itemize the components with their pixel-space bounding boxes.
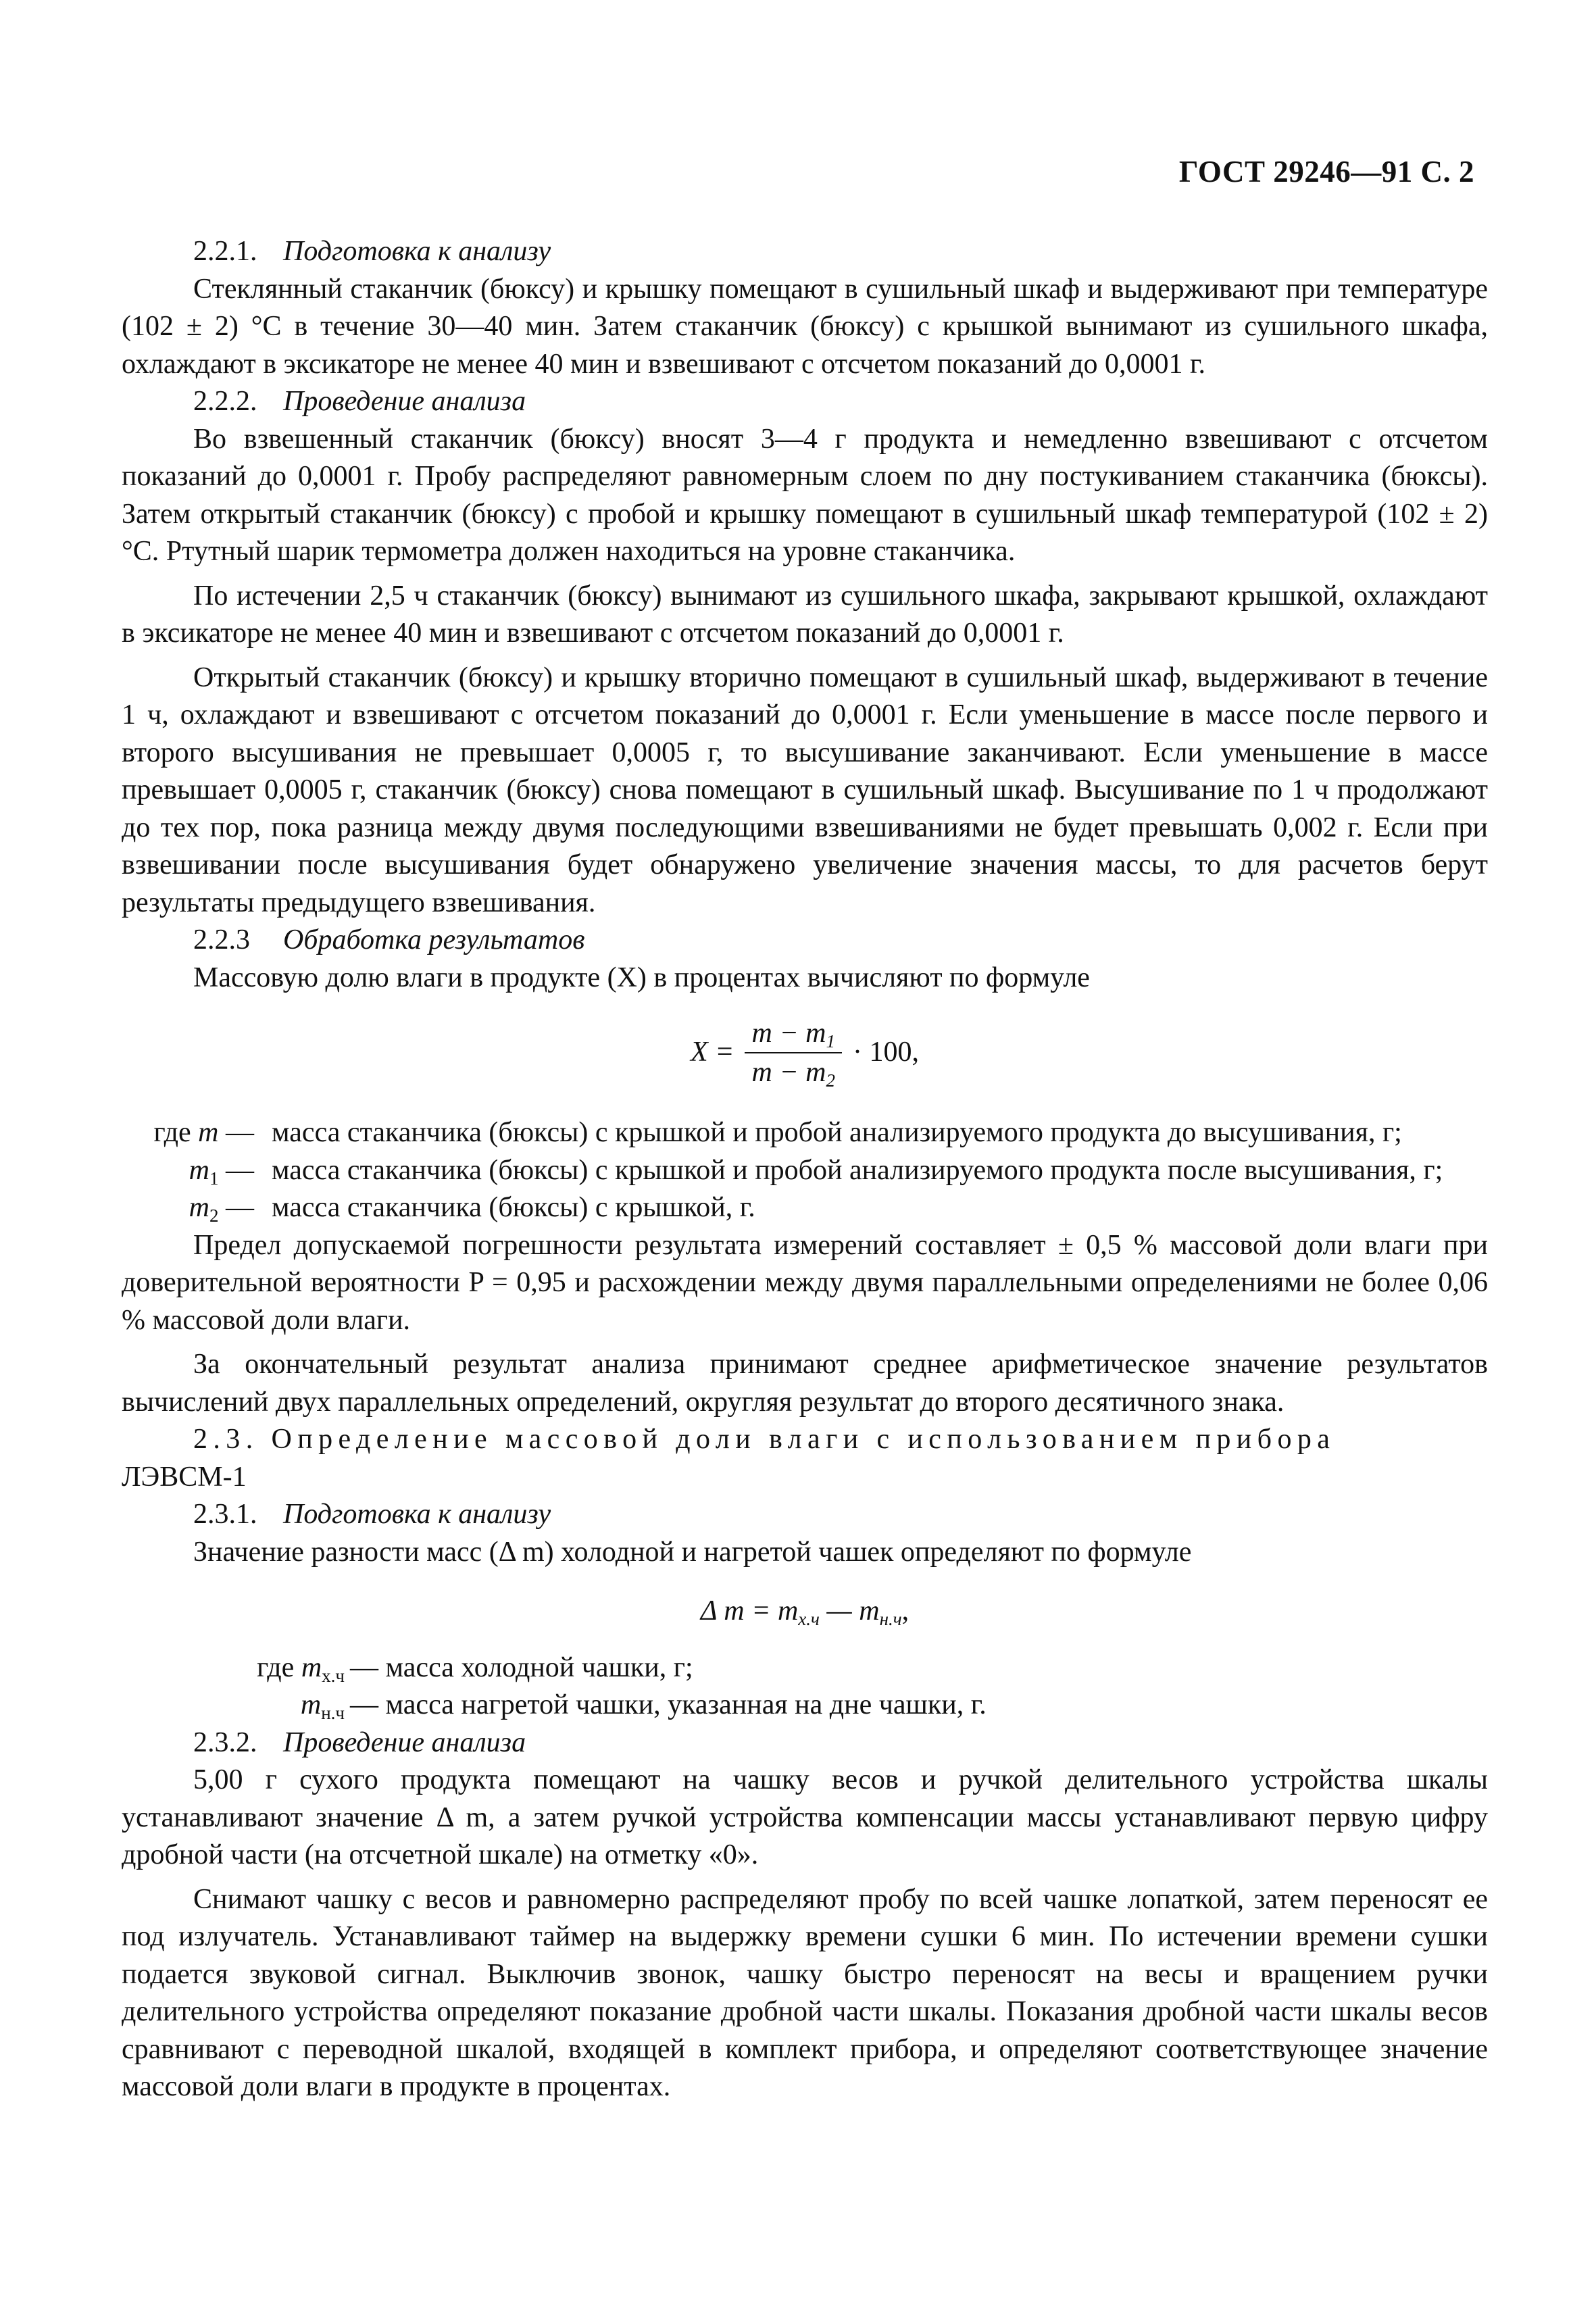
- paragraph-mass-difference: Значение разности масс (Δ m) холодной и нагретой чашек определяют по формуле: [193, 1536, 1192, 1568]
- moisture-formula: [122, 1017, 1488, 1089]
- mass-difference-formula: Δ $m = m_{х.ч}$ — $m_{н.ч}$,: [700, 1595, 909, 1629]
- section-2-2-2-heading: [122, 383, 1488, 421]
- formula-legend-2: [122, 1649, 1488, 1724]
- formula-denominator: $m - m_2$: [751, 1057, 835, 1091]
- formula-numerator: $m - m_1$: [745, 1017, 842, 1053]
- formula-lhs: X =: [690, 1037, 734, 1068]
- document-body: [122, 233, 1488, 2106]
- section-2-3-2-heading: [122, 1724, 1488, 1762]
- section-title: Подготовка к анализу: [283, 1499, 551, 1530]
- legend-row: где m — масса стаканчика (бюксы) с крышкой и пробой анализируемого продукта до высушивания, г;: [153, 1117, 1402, 1148]
- section-number: 2.3.2.: [193, 1726, 257, 1758]
- section-number: 2.3.: [193, 1424, 259, 1455]
- formula-legend: [122, 1114, 1488, 1227]
- paragraph-formula-intro: Массовую долю влаги в продукте (X) в процентах вычисляют по формуле: [193, 962, 1090, 993]
- paragraph-preparation: Стеклянный стаканчик (бюксу) и крышку помещают в сушильный шкаф и выдерживают при температуре (102 ± 2) °С в течение 30—40 мин. Затем стаканчик (бюксу) с крышкой вынимают из сушильного шкафа, охлаждают в эксикаторе не менее 40 мин и взвешивают с отсчетом показаний до 0,0001 г.: [122, 273, 1488, 380]
- paragraph-procedure-continued: Снимают чашку с весов и равномерно распределяют пробу по всей чашке лопаткой, затем переносят ее под излучатель. Устанавливают таймер на выдержку времени сушки 6 мин. По истечении времени сушки подается звуковой сигнал. Выключив звонок, чашку быстро переносят на весы и вращением ручки делительного устройства определяют показание дробной части шкалы. Показания дробной части шкалы весов сравнивают с переводной шкалой, входящей в комплект прибора, и определяют соответствующее значение массовой доли влаги в продукте в процентах.: [122, 1883, 1488, 2102]
- section-2-2-3-heading: [122, 922, 1488, 960]
- legend-row: $m_{н.ч}$ — масса нагретой чашки, указанная на дне чашки, г.: [300, 1689, 987, 1723]
- paragraph-final-result: За окончательный результат анализа принимают среднее арифметическое значение результатов вычислений двух параллельных определений, округляя результат до второго десятичного знака.: [122, 1349, 1488, 1418]
- formula-tail: · 100,: [853, 1037, 919, 1068]
- section-title: Проведение анализа: [283, 1726, 526, 1758]
- section-2-3-heading-cont: ЛЭВСМ-1: [122, 1461, 247, 1493]
- page-header: ГОСТ 29246—91 С. 2: [1178, 155, 1474, 189]
- section-number: 2.2.2.: [193, 386, 257, 417]
- section-title: Определение массовой доли влаги с использованием прибора: [271, 1424, 1336, 1455]
- section-2-2-1-heading: [122, 233, 1488, 271]
- section-2-3-heading: [122, 1421, 1488, 1459]
- paragraph-drying-first: По истечении 2,5 ч стаканчик (бюксу) вынимают из сушильного шкафа, закрывают крышкой, охлаждают в эксикаторе не менее 40 мин и взвешивают с отсчетом показаний до 0,0001 г.: [122, 580, 1488, 649]
- section-title: Проведение анализа: [283, 386, 526, 417]
- paragraph-analysis: Во взвешенный стаканчик (бюксу) вносят 3—4 г продукта и немедленно взвешивают с отсчетом показаний до 0,0001 г. Пробу распределяют равномерным слоем по дну постукиванием стаканчика (бюксы). Затем открытый стаканчик (бюксу) с пробой и крышку помещают в сушильный шкаф температурой (102 ± 2) °С. Ртутный шарик термометра должен находиться на уровне стаканчика.: [122, 423, 1488, 567]
- legend-row: $m_1$ — масса стаканчика (бюксы) с крышкой и пробой анализируемого продукта после высушивания, г;: [189, 1154, 1443, 1189]
- section-number: 2.3.1.: [193, 1499, 257, 1530]
- paragraph-error-limit: Предел допускаемой погрешности результата измерений составляет ± 0,5 % массовой доли влаги при доверительной вероятности P = 0,95 и расхождении между двумя параллельными определениями не более 0,06 % массовой доли влаги.: [122, 1229, 1488, 1336]
- section-title: Подготовка к анализу: [283, 236, 551, 267]
- section-number: 2.2.1.: [193, 236, 257, 267]
- section-2-3-1-heading: [122, 1496, 1488, 1534]
- paragraph-drying-repeat: Открытый стаканчик (бюксу) и крышку вторично помещают в сушильный шкаф, выдерживают в течение 1 ч, охлаждают и взвешивают с отсчетом показаний до 0,0001 г. Если уменьшение в массе после первого и второго высушивания не превышает 0,0005 г, то высушивание заканчивают. Если уменьшение в массе превышает 0,0005 г, стаканчик (бюксу) снова помещают в сушильный шкаф. Высушивание по 1 ч продолжают до тех пор, пока разница между двумя последующими взвешиваниями не будет превышать 0,002 г. Если при взвешивании после высушивания будет обнаружено увеличение значения массы, то для расчетов берут результаты предыдущего взвешивания.: [122, 662, 1488, 918]
- section-title: Обработка результатов: [283, 924, 585, 955]
- paragraph-procedure: 5,00 г сухого продукта помещают на чашку весов и ручкой делительного устройства шкалы устанавливают значение Δ m, а затем ручкой устройства компенсации массы устанавливают первую цифру дробной части (на отсчетной шкале) на отметку «0».: [122, 1764, 1488, 1870]
- legend-row: где $m_{х.ч}$ — масса холодной чашки, г;: [257, 1651, 693, 1686]
- legend-row: $m_2$ — масса стаканчика (бюксы) с крышкой, г.: [189, 1192, 755, 1226]
- formula-fraction: [745, 1017, 842, 1089]
- section-number: 2.2.3: [193, 924, 250, 955]
